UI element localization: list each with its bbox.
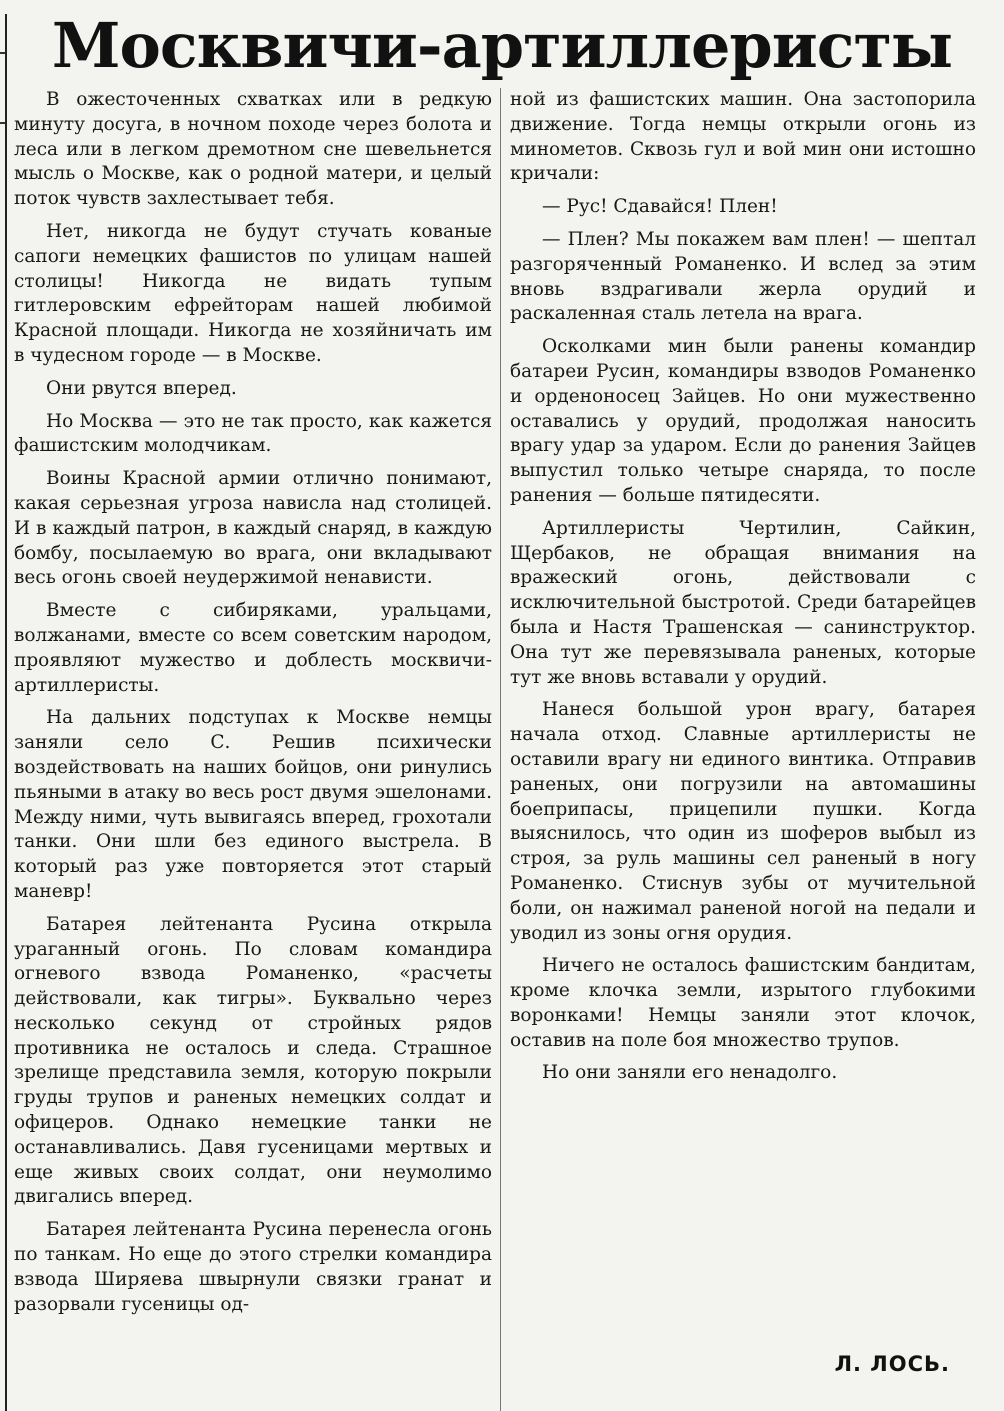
article-column-right [510,88,976,1086]
column-divider [500,88,501,1411]
article-headline: Москвичи-артиллеристы [51,9,953,82]
paragraph: Воины Красной армии отлично понимают, какая серьезная угроза нависла над столицей. И в каждый патрон, в каждый снаряд, в каждую бомбу, посылаемую во врага, они вкладывают весь огонь своей неудержимой ненависти. [14,468,492,589]
paragraph: На дальних подступах к Москве немцы заняли село С. Решив психически воздействовать на наших бойцов, они ринулись пьяными в атаку во весь рост двумя эшелонами. Между ними, чуть вывигаясь вперед, грохотали танки. Они шли без единого выстрела. В который раз уже повторяется этот старый маневр! [14,707,492,902]
page-edge-rule [5,14,7,1411]
dialogue-line: — Плен? Мы покажем вам плен! — шептал разгоряченный Романенко. И вслед за этим вновь вздрагивали жерла орудий и раскаленная сталь летела на врага. [510,228,976,325]
paragraph: Вместе с сибиряками, уральцами, волжанами, вместе со всем советским народом, проявляют мужество и доблесть москвичи-артиллеристы. [14,600,492,696]
paragraph: Нет, никогда не будут стучать кованые сапоги немецких фашистов по улицам нашей столицы! Никогда не видать тупым гитлеровским ефрейторам нашей любимой Красной площади. Никогда не хозяйничать им в чудесном городе — в Москве. [14,220,492,366]
paragraph: Нанеся большой урон врагу, батарея начала отход. Славные артиллеристы не оставили врагу ни единого винтика. Отправив раненых, они погрузили на автомашины боеприпасы, прицепили пушки. Когда выяснилось, что один из шоферов выбыл из строя, за руль машины сел раненый в ногу Романенко. Стиснув зубы от мучительной боли, он нажимал раненой ногой на педали и уводил из зоны огня орудия. [510,699,976,944]
author-signature: Л. ЛОСЬ. [834,1352,950,1376]
paragraph: Артиллеристы Чертилин, Сайкин, Щербаков, не обращая внимания на вражеский огонь, действовали с исключительной быстротой. Среди батарейцев была и Настя Трашенская — санинструктор. Она тут же перевязывала раненых, которые тут же вновь вставали у орудий. [510,517,976,688]
paragraph: Но они заняли его ненадолго. [542,1062,838,1084]
paragraph: ной из фашистских машин. Она застопорила движение. Тогда немцы открыли огонь из минометов. Сквозь гул и вой мин они истошно кричали: [510,89,976,185]
paragraph: Они рвутся вперед. [46,377,237,399]
paragraph: Ничего не осталось фашистским бандитам, кроме клочка земли, изрытого глубокими воронками! Немцы заняли этот клочок, оставив на поле боя множество трупов. [510,955,976,1051]
paragraph: Но Москва — это не так просто, как кажется фашистским молодчикам. [14,410,492,457]
paragraph: В ожесточенных схватках или в редкую минуту досуга, в ночном походе через болота и леса или в легком дремотном сне шевельнется мысль о Москве, как о родной матери, и целый поток чувств захлестывает тебя. [14,89,492,210]
edge-tick [0,122,5,124]
article-column-left [14,88,492,1317]
paragraph: Батарея лейтенанта Русина открыла ураганный огонь. По словам командира огневого взвода Романенко, «расчеты действовали, как тигры». Буквально через несколько секунд от стройных рядов противника не осталось и следа. Страшное зрелище представила земля, которую покрыли груды трупов и раненых немецких солдат и офицеров. Однако немецкие танки не останавливались. Давя гусеницами мертвых и еще живых своих солдат, они неумолимо двигались вперед. [14,913,492,1208]
paragraph: Батарея лейтенанта Русина перенесла огонь по танкам. Но еще до этого стрелки командира взвода Ширяева швырнули связки гранат и разорвали гусеницы од- [14,1219,492,1315]
paragraph: Осколками мин были ранены командир батареи Русин, командиры взводов Романенко и орденоносец Зайцев. Но они мужественно оставались у орудий, продолжая наносить врагу удар за ударом. Если до ранения Зайцев выпустил только четыре снаряда, то после ранения — больше пятидесяти. [510,336,976,506]
dialogue-line: — Рус! Сдавайся! Плен! [542,196,778,218]
